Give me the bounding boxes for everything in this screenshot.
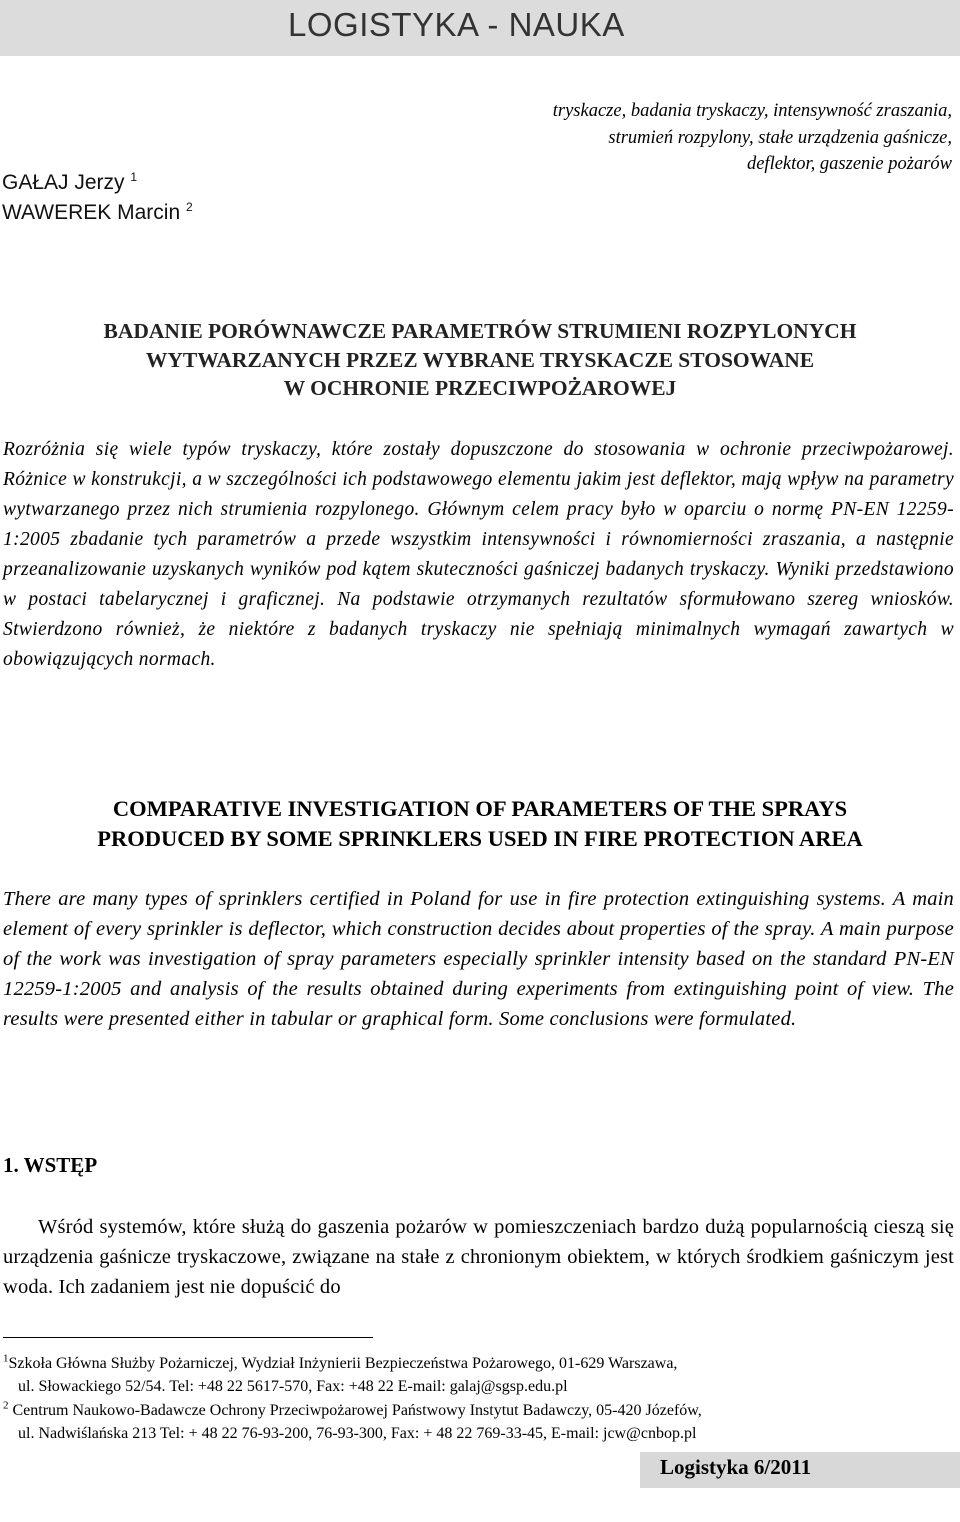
author-name: GAŁAJ Jerzy	[2, 171, 125, 194]
title-line: WYTWARZANYCH PRZEZ WYBRANE TRYSKACZE STOSOWANE	[145, 347, 815, 372]
footnote-line	[3, 1399, 958, 1422]
page-footer-text: Logistyka 6/2011	[660, 1455, 812, 1479]
footnote-text: Centrum Naukowo-Badawcze Ochrony Przeciwpożarowej Państwowy Instytut Badawczy, 05-420 Józefów,	[12, 1402, 702, 1419]
title-line: PRODUCED BY SOME SPRINKLERS USED IN FIRE PROTECTION AREA	[97, 826, 863, 851]
footnotes	[3, 1352, 958, 1446]
footnote-text: Szkoła Główna Służby Pożarniczej, Wydział Inżynierii Bezpieczeństwa Pożarowego, 01-629 Warszawa,	[8, 1355, 678, 1372]
title-line: BADANIE PORÓWNAWCZE PARAMETRÓW STRUMIENI ROZPYLONYCH	[103, 319, 857, 343]
paper-title-pl	[0, 317, 960, 403]
footnote	[3, 1399, 958, 1445]
keywords-line: tryskacze, badania tryskaczy, intensywność zraszania,	[552, 101, 952, 121]
author-name: WAWEREK Marcin	[2, 201, 181, 224]
title-line: W OCHRONIE PRZECIWPOŻAROWEJ	[283, 376, 677, 400]
paper-title-en	[0, 794, 960, 854]
footnote-line: ul. Słowackiego 52/54. Tel: +48 22 5617-570, Fax: +48 22 E-mail: galaj@sgsp.edu.pl	[18, 1378, 568, 1395]
author	[2, 198, 193, 228]
abstract-en: There are many types of sprinklers certified in Poland for use in fire protection extinguishing systems. A main element of every sprinkler is deflector, which construction decides about properties of the spray. A main purpose of the work was investigation of spray parameters especially sprinkler intensity based on the standard PN-EN 12259-1:2005 and analysis of the results obtained during experiments from extinguishing point of view. The results were presented either in tabular or graphical form. Some conclusions were formulated.	[3, 888, 954, 1030]
keywords-line: deflektor, gaszenie pożarów	[746, 154, 952, 174]
body-paragraph-text: Wśród systemów, które służą do gaszenia pożarów w pomieszczeniach bardzo dużą popularnością cieszą się urządzenia gaśnicze tryskaczowe, związane na stałe z chronionym obiektem, w których środkiem gaśniczym jest woda. Ich zadaniem jest nie dopuścić do	[3, 1216, 954, 1298]
footnote-divider	[3, 1337, 373, 1338]
authors	[2, 168, 193, 228]
section-heading: 1. WSTĘP	[3, 1153, 98, 1177]
affiliation-marker: 1	[130, 170, 138, 184]
author	[2, 168, 193, 198]
footnote-line: ul. Nadwiślańska 213 Tel: + 48 22 76-93-200, 76-93-300, Fax: + 48 22 769-33-45, E-mail: jcw@cnbop.pl	[18, 1425, 697, 1442]
body-paragraph	[3, 1212, 954, 1302]
footnote-line	[3, 1352, 958, 1375]
keywords	[432, 98, 952, 178]
footnote-marker: 2	[3, 1399, 9, 1412]
footnote	[3, 1352, 958, 1398]
title-line: COMPARATIVE INVESTIGATION OF PARAMETERS OF THE SPRAYS	[112, 796, 848, 821]
affiliation-marker: 2	[185, 200, 193, 214]
footnote-marker: 1	[3, 1352, 9, 1365]
keywords-line: strumień rozpylony, stałe urządzenia gaśnicze,	[608, 127, 952, 148]
journal-title: LOGISTYKA - NAUKA	[288, 6, 625, 43]
abstract-pl: Rozróżnia się wiele typów tryskaczy, które zostały dopuszczone do stosowania w ochronie przeciwpożarowej. Różnice w konstrukcji, a w szczególności ich podstawowego elementu jakim jest deflektor, mają wpływ na parametry wytwarzanego przez nich strumienia rozpylonego. Głównym celem pracy było w oparciu o normę PN-EN 12259-1:2005 zbadanie tych parametrów a przede wszystkim intensywności i równomierności zraszania, a następnie przeanalizowanie uzyskanych wyników pod kątem skuteczności gaśniczej badanych tryskaczy. Wyniki przedstawiono w postaci tabelarycznej i graficznej. Na podstawie otrzymanych rezultatów sformułowano szereg wniosków. Stwierdzono również, że niektóre z badanych tryskaczy nie spełniają minimalnych wymagań zawartych w obowiązujących normach.	[3, 439, 954, 670]
